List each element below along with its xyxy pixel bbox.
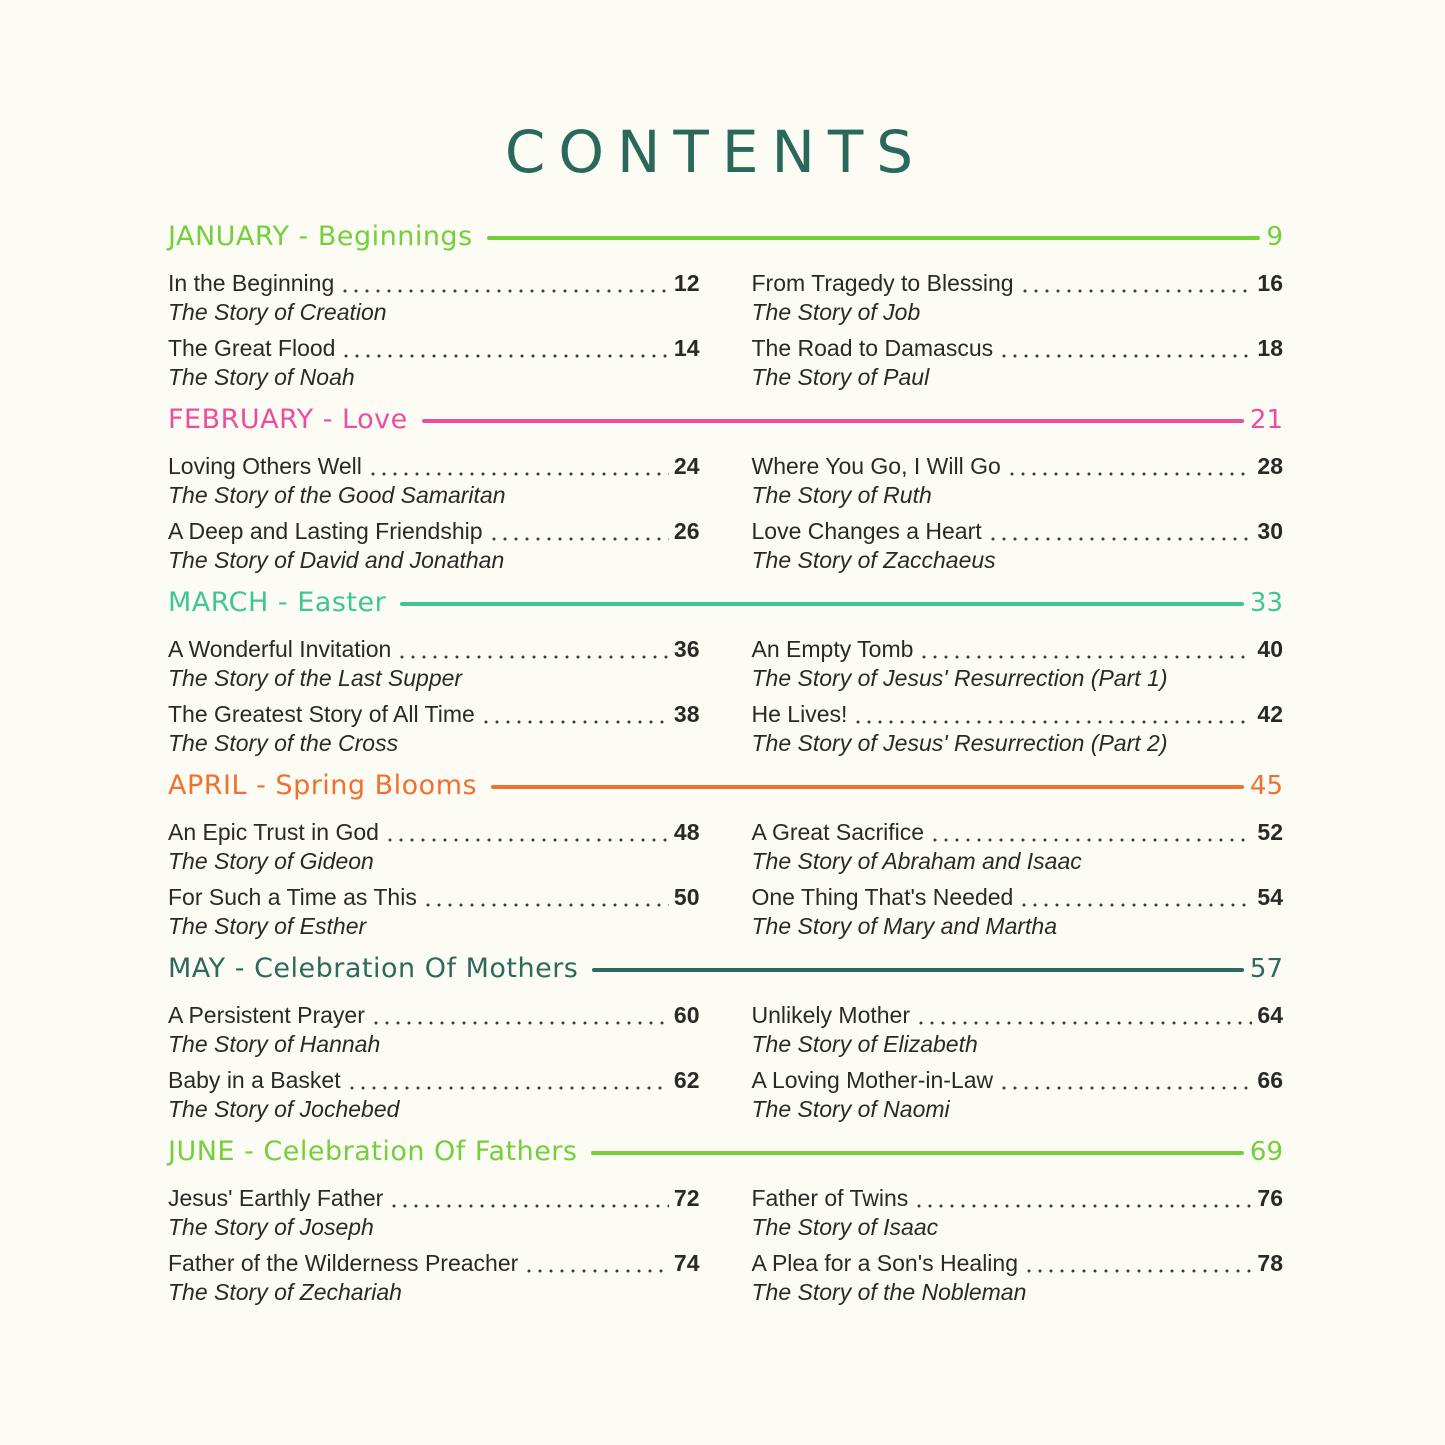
entry-page-number: 18	[1257, 335, 1283, 361]
toc-entry	[752, 269, 1284, 327]
toc-section-march	[168, 584, 1283, 758]
entry-subtitle: The Story of the Nobleman	[751, 1279, 1027, 1305]
toc-entry	[752, 1184, 1284, 1242]
dot-leader	[374, 1020, 669, 1026]
section-month-label: APRIL - Spring Blooms	[168, 770, 478, 801]
entry-title: The Road to Damascus	[751, 335, 994, 361]
entry-title: A Loving Mother-in-Law	[751, 1067, 994, 1093]
entry-title-line	[168, 818, 700, 847]
dot-leader	[919, 1020, 1252, 1026]
dot-leader	[344, 353, 668, 359]
dot-leader	[991, 536, 1253, 542]
entry-title-line	[752, 818, 1284, 847]
toc-section-may	[168, 950, 1283, 1124]
entry-title: Jesus' Earthly Father	[168, 1185, 384, 1211]
toc-entry	[168, 1184, 700, 1242]
toc-entry	[752, 635, 1284, 693]
entry-subtitle: The Story of Elizabeth	[751, 1031, 978, 1057]
entry-title-line	[168, 883, 700, 912]
entry-title-line	[168, 1249, 700, 1278]
section-month-label: MAY - Celebration Of Mothers	[168, 953, 579, 984]
entry-page-number: 74	[673, 1250, 700, 1276]
dot-leader	[492, 536, 669, 542]
section-entries	[168, 269, 1283, 392]
dot-leader	[392, 1203, 669, 1209]
entry-page-number: 14	[673, 335, 700, 361]
section-entries	[168, 452, 1283, 575]
entry-subtitle: The Story of the Cross	[168, 730, 399, 756]
toc-entry	[168, 700, 700, 758]
toc-entry	[168, 452, 700, 510]
entry-title: An Empty Tomb	[751, 636, 914, 662]
entry-subtitle: The Story of Paul	[751, 364, 930, 390]
dot-leader	[350, 1085, 669, 1091]
entry-page-number: 66	[1257, 1067, 1283, 1093]
dot-leader	[917, 1203, 1252, 1209]
entry-page-number: 38	[673, 701, 700, 727]
section-entries	[168, 818, 1283, 941]
entry-page-number: 12	[673, 270, 700, 296]
entry-page-number: 50	[673, 884, 700, 910]
entry-title-line	[168, 452, 700, 481]
entry-title-line	[168, 334, 700, 363]
section-rule-line	[491, 785, 1244, 789]
entry-page-number: 52	[1257, 819, 1283, 845]
entry-subtitle: The Story of Abraham and Isaac	[751, 848, 1082, 874]
toc-entry	[752, 818, 1284, 876]
section-page-number: 33	[1249, 588, 1283, 618]
entry-subtitle: The Story of Jesus' Resurrection (Part 2)	[751, 730, 1168, 756]
entry-title-line	[752, 700, 1284, 729]
section-rule-line	[422, 419, 1244, 423]
entry-page-number: 60	[673, 1002, 700, 1028]
dot-leader	[1027, 1268, 1252, 1274]
toc-entry	[168, 334, 700, 392]
dot-leader	[388, 837, 669, 843]
entry-title: Where You Go, I Will Go	[751, 453, 1001, 479]
entry-title: A Plea for a Son's Healing	[751, 1250, 1018, 1276]
toc-entry	[752, 1249, 1284, 1307]
entry-page-number: 28	[1257, 453, 1283, 479]
toc-section-january	[168, 218, 1283, 392]
entry-title: The Great Flood	[168, 335, 336, 361]
section-rule-line	[487, 236, 1261, 240]
entry-subtitle: The Story of Creation	[168, 299, 387, 325]
entry-title: For Such a Time as This	[168, 884, 417, 910]
entry-subtitle: The Story of Isaac	[751, 1214, 939, 1240]
entry-title-line	[752, 517, 1284, 546]
toc-entry	[752, 517, 1284, 575]
dot-leader	[933, 837, 1252, 843]
entry-title: A Persistent Prayer	[168, 1002, 365, 1028]
entry-page-number: 42	[1257, 701, 1283, 727]
entry-title: The Greatest Story of All Time	[168, 701, 475, 727]
entry-page-number: 30	[1257, 518, 1283, 544]
entry-title-line	[752, 269, 1284, 298]
entry-title-line	[752, 452, 1284, 481]
entry-subtitle: The Story of Zechariah	[168, 1279, 402, 1305]
page-title: CONTENTS	[504, 118, 927, 186]
toc-section-april	[168, 767, 1283, 941]
entry-title-line	[752, 334, 1284, 363]
entry-title-line	[752, 1184, 1284, 1213]
entry-subtitle: The Story of Mary and Martha	[751, 913, 1058, 939]
section-header	[168, 767, 1283, 805]
dot-leader	[922, 654, 1252, 660]
section-month-label: MARCH - Easter	[168, 587, 387, 618]
section-header	[168, 950, 1283, 988]
entry-page-number: 78	[1257, 1250, 1283, 1276]
entry-title: A Deep and Lasting Friendship	[168, 518, 483, 544]
entry-page-number: 64	[1257, 1002, 1283, 1028]
toc-entry	[168, 818, 700, 876]
section-page-number: 9	[1266, 222, 1283, 252]
entry-subtitle: The Story of the Last Supper	[168, 665, 463, 691]
dot-leader	[1002, 353, 1252, 359]
section-month-label: JUNE - Celebration Of Fathers	[168, 1136, 578, 1167]
toc-entry	[752, 334, 1284, 392]
entry-subtitle: The Story of Jochebed	[168, 1096, 400, 1122]
entry-title-line	[752, 1066, 1284, 1095]
section-rule-line	[591, 1151, 1243, 1155]
entry-title-line	[752, 883, 1284, 912]
entry-title: Love Changes a Heart	[751, 518, 982, 544]
toc-entry	[752, 883, 1284, 941]
toc-entry	[168, 1001, 700, 1059]
toc-entry	[752, 1001, 1284, 1059]
entry-subtitle: The Story of Job	[751, 299, 921, 325]
section-month-label: FEBRUARY - Love	[168, 404, 408, 435]
toc-entry	[168, 883, 700, 941]
toc-entry	[752, 1066, 1284, 1124]
toc-entry	[752, 700, 1284, 758]
entry-subtitle: The Story of Hannah	[168, 1031, 381, 1057]
toc-entry	[168, 1066, 700, 1124]
entry-title: Loving Others Well	[168, 453, 362, 479]
dot-leader	[856, 719, 1252, 725]
entry-title-line	[168, 700, 700, 729]
entry-title-line	[168, 269, 700, 298]
entry-subtitle: The Story of Noah	[168, 364, 355, 390]
entry-title: Father of Twins	[751, 1185, 909, 1211]
entry-title-line	[168, 1066, 700, 1095]
section-page-number: 21	[1249, 405, 1283, 435]
entry-subtitle: The Story of Jesus' Resurrection (Part 1)	[751, 665, 1168, 691]
toc-section-february	[168, 401, 1283, 575]
toc-entry	[752, 452, 1284, 510]
entry-page-number: 54	[1257, 884, 1283, 910]
entry-subtitle: The Story of Joseph	[168, 1214, 374, 1240]
section-header	[168, 584, 1283, 622]
dot-leader	[371, 471, 669, 477]
entry-page-number: 72	[673, 1185, 700, 1211]
entry-page-number: 62	[673, 1067, 700, 1093]
entry-subtitle: The Story of the Good Samaritan	[168, 482, 506, 508]
section-header	[168, 1133, 1283, 1171]
dot-leader	[1022, 902, 1252, 908]
entry-title-line	[752, 635, 1284, 664]
entry-page-number: 24	[673, 453, 700, 479]
entry-title: A Great Sacrifice	[751, 819, 925, 845]
entry-title-line	[168, 517, 700, 546]
section-rule-line	[592, 968, 1244, 972]
entry-title: He Lives!	[751, 701, 848, 727]
toc-entry	[168, 1249, 700, 1307]
entry-title-line	[168, 635, 700, 664]
entry-page-number: 36	[673, 636, 700, 662]
section-page-number: 57	[1249, 954, 1283, 984]
toc-entry	[168, 269, 700, 327]
entry-subtitle: The Story of David and Jonathan	[168, 547, 505, 573]
entry-page-number: 48	[673, 819, 700, 845]
entry-subtitle: The Story of Ruth	[751, 482, 932, 508]
section-entries	[168, 635, 1283, 758]
entry-subtitle: The Story of Naomi	[751, 1096, 950, 1122]
entry-subtitle: The Story of Esther	[168, 913, 367, 939]
dot-leader	[1010, 471, 1253, 477]
section-page-number: 45	[1249, 771, 1283, 801]
section-page-number: 69	[1249, 1137, 1283, 1167]
entry-title: An Epic Trust in God	[168, 819, 379, 845]
entry-title: A Wonderful Invitation	[168, 636, 392, 662]
dot-leader	[527, 1268, 669, 1274]
entry-title-line	[168, 1001, 700, 1030]
toc-entry	[168, 517, 700, 575]
entry-title-line	[752, 1001, 1284, 1030]
entry-subtitle: The Story of Gideon	[168, 848, 374, 874]
dot-leader	[400, 654, 669, 660]
entry-subtitle: The Story of Zacchaeus	[751, 547, 996, 573]
toc-section-june	[168, 1133, 1283, 1307]
entry-page-number: 26	[673, 518, 700, 544]
dot-leader	[1023, 288, 1253, 294]
dot-leader	[343, 288, 669, 294]
section-entries	[168, 1184, 1283, 1307]
entry-title-line	[168, 1184, 700, 1213]
dot-leader	[426, 902, 669, 908]
section-header	[168, 218, 1283, 256]
entry-title: From Tragedy to Blessing	[751, 270, 1014, 296]
section-entries	[168, 1001, 1283, 1124]
dot-leader	[484, 719, 669, 725]
entry-title: One Thing That's Needed	[751, 884, 1014, 910]
entry-page-number: 40	[1257, 636, 1283, 662]
entry-title: In the Beginning	[168, 270, 335, 296]
entry-title-line	[752, 1249, 1284, 1278]
entry-page-number: 76	[1257, 1185, 1283, 1211]
section-rule-line	[400, 602, 1244, 606]
entry-title: Father of the Wilderness Preacher	[168, 1250, 519, 1276]
entry-page-number: 16	[1257, 270, 1283, 296]
dot-leader	[1002, 1085, 1252, 1091]
entry-title: Baby in a Basket	[168, 1067, 341, 1093]
toc-entry	[168, 635, 700, 693]
section-month-label: JANUARY - Beginnings	[168, 221, 473, 252]
section-header	[168, 401, 1283, 439]
entry-title: Unlikely Mother	[751, 1002, 910, 1028]
